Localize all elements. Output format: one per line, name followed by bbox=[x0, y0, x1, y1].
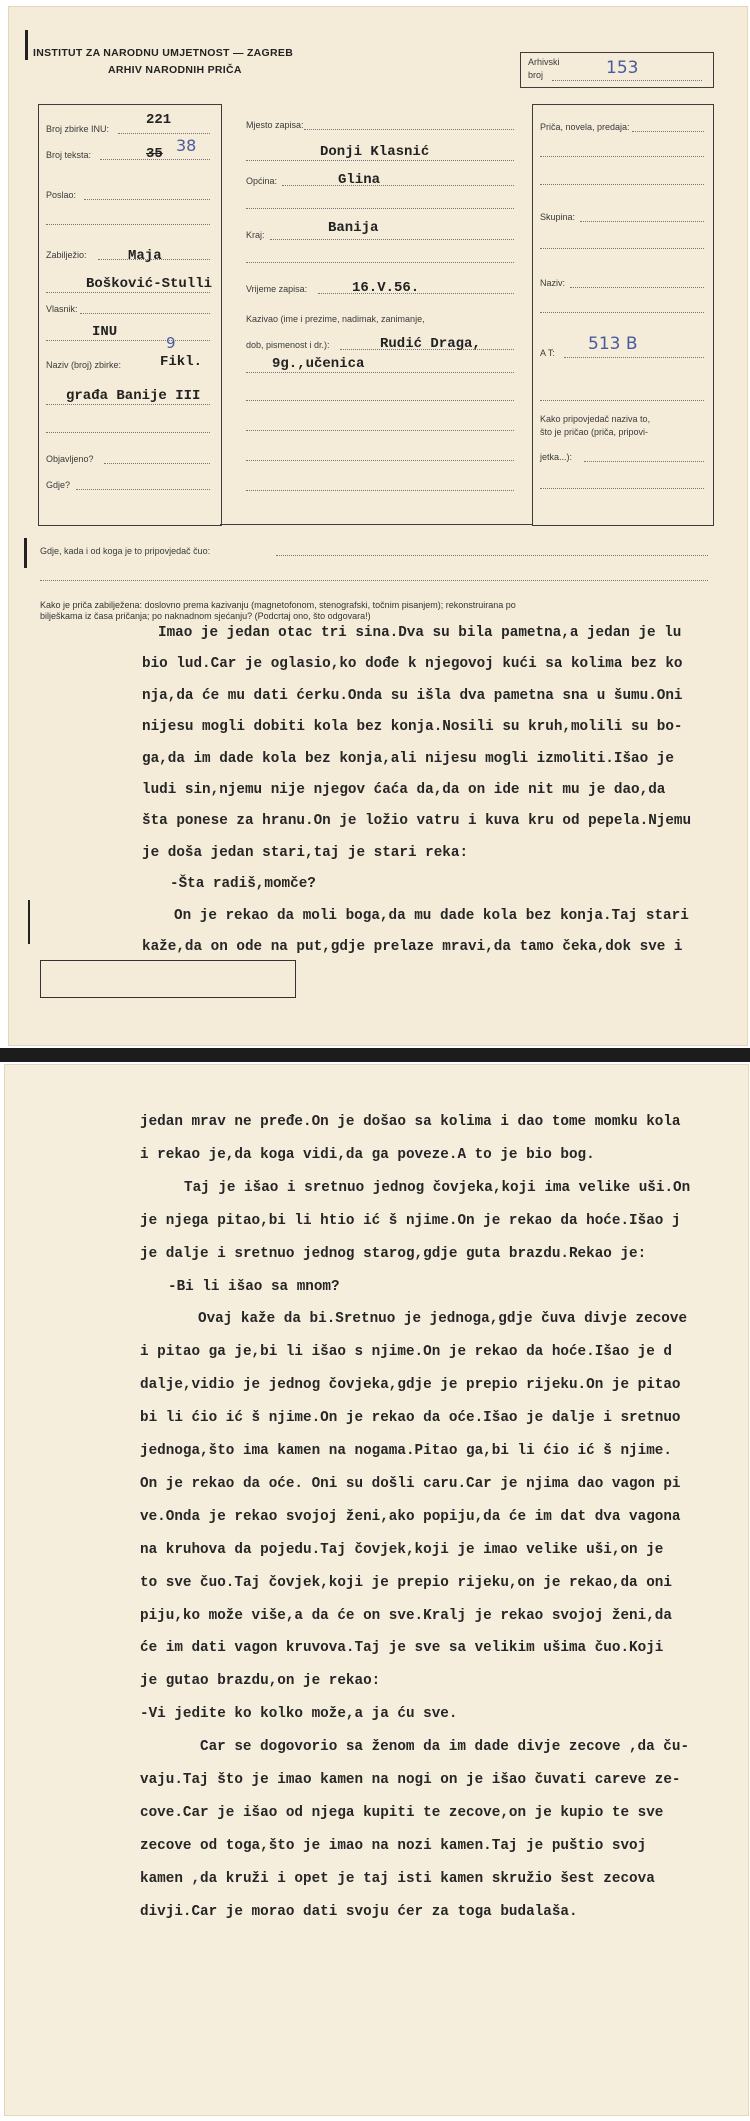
title-label: Naziv: bbox=[540, 278, 566, 288]
story-line: dalje,vidio je jednog čovjeka,gdje je prepio rijeku.On je pitao bbox=[140, 1377, 681, 1394]
sender-label: Poslao: bbox=[46, 190, 77, 200]
municipality-label: Općina: bbox=[246, 176, 278, 186]
story-line: On je rekao da oće. Oni su došli caru.Car je njima dao vagon pi bbox=[140, 1475, 681, 1492]
aarne-thompson-label: A T: bbox=[540, 348, 555, 358]
narrator-naming-label: Kako pripovjedač naziva to, bbox=[540, 414, 651, 424]
archive-title: ARHIV NARODNIH PRIČA bbox=[108, 64, 242, 76]
story-line: je doša jedan stari,taj je stari reka: bbox=[142, 844, 469, 861]
date-value: 16.V.56. bbox=[352, 280, 420, 296]
owner-value: INU bbox=[92, 324, 118, 340]
story-line: je njega pitao,bi li htio ić š njime.On je rekao da hoće.Išao j bbox=[140, 1212, 681, 1229]
story-line: -Šta radiš,momče? bbox=[170, 876, 316, 893]
field-line bbox=[632, 131, 704, 132]
field-line bbox=[76, 489, 210, 490]
archive-number: 153 bbox=[606, 58, 639, 78]
field-line bbox=[246, 460, 514, 461]
story-line: bi li ćio ić š njime.On je rekao da oće.Išao je dalje i sretnuo bbox=[140, 1410, 681, 1427]
field-line bbox=[584, 461, 704, 462]
aarne-thompson-value: 513 B bbox=[588, 334, 638, 354]
text-number-value: 35 bbox=[146, 146, 163, 162]
archive-number-line bbox=[552, 80, 702, 81]
story-line: to sve čuo.Taj čovjek,koji je prepio rijeku,on je rekao,da oni bbox=[140, 1574, 672, 1591]
field-line bbox=[540, 156, 704, 157]
story-line: na kruhova da pojedu.Taj čovjek,koji je imao velike uši,on je bbox=[140, 1541, 664, 1558]
field-line bbox=[540, 400, 704, 401]
group-label: Skupina: bbox=[540, 212, 576, 222]
story-line: ludi sin,njemu nije njegov ćaća da,da on ide nit mu je dao,da bbox=[142, 782, 666, 798]
story-line: nijesu mogli dobiti kola bez konja.Nosili su kruh,molili su bo- bbox=[142, 719, 683, 736]
story-line: Ovaj kaže da bi.Sretnuo je jednoga,gdje čuva divje zecove bbox=[198, 1311, 688, 1328]
story-line: jedan mrav ne pređe.On je došao sa kolima i dao tome momku kola bbox=[140, 1114, 681, 1130]
page-divider bbox=[0, 1048, 750, 1062]
story-line: kaže,da on ode na put,gdje prelaze mravi,da tamo čeka,dok sve i bbox=[142, 939, 683, 955]
text-number-label: Broj teksta: bbox=[46, 150, 92, 160]
field-line bbox=[570, 287, 704, 288]
collection-name-handwritten: 9 bbox=[166, 334, 176, 352]
collection-number-label: Broj zbirke INU: bbox=[46, 124, 110, 134]
story-line: šta ponese za hranu.On je ložio vatru i kuva kru od pepela.Njemu bbox=[142, 813, 692, 830]
field-line bbox=[246, 160, 514, 161]
margin-mark bbox=[24, 538, 27, 568]
story-line: bio lud.Car je oglasio,ko dođe k njegovoj kući sa kolima bez ko bbox=[142, 656, 683, 673]
field-line bbox=[246, 372, 514, 373]
field-line bbox=[564, 357, 704, 358]
field-line bbox=[304, 129, 514, 130]
published-label: Objavljeno? bbox=[46, 454, 94, 464]
field-line bbox=[540, 248, 704, 249]
story-line: piju,ko može više,a da će on sve.Kralj je rekao svojoj ženi,da bbox=[140, 1607, 672, 1624]
story-line: će im dati vagon kruvova.Taj je sve sa velikim ušima čuo.Koji bbox=[140, 1640, 664, 1657]
story-line: kamen ,da kruži i opet je taj isti kamen skružio šest zecova bbox=[140, 1870, 655, 1887]
region-value: Banija bbox=[328, 220, 379, 236]
story-line: vaju.Taj što je imao kamen na nogi on je išao čuvati careve ze- bbox=[140, 1772, 681, 1788]
story-line: je dalje i sretnuo jednog starog,gdje guta brazdu.Rekao je: bbox=[140, 1245, 647, 1262]
recording-method-note: Kako je priča zabilježena: doslovno prema kazivanju (magnetofonom, stenografski, točnim pisanjem); rekonstruirana po bbox=[40, 600, 516, 610]
field-line bbox=[246, 262, 514, 263]
collection-name-value-2: građa Banije III bbox=[66, 388, 201, 404]
region-label: Kraj: bbox=[246, 230, 265, 240]
story-line: ve.Onda je rekao svojoj ženi,ako popiju,da će im dat dva vagona bbox=[140, 1508, 681, 1525]
narrator-naming-label-3: jetka...): bbox=[540, 452, 573, 462]
story-line: -Vi jedite ko kolko može,a ja ću sve. bbox=[140, 1706, 458, 1723]
story-line: jednoga,što ima kamen na nogama.Pitao ga,bi li ćio ić š njime. bbox=[140, 1443, 672, 1459]
source-label: Gdje, kada i od koga je to pripovjedač čuo: bbox=[40, 546, 211, 556]
place-label: Mjesto zapisa: bbox=[246, 120, 304, 130]
recorded-by-label: Zabilježio: bbox=[46, 250, 87, 260]
field-line bbox=[46, 292, 210, 293]
story-line: Imao je jedan otac tri sina.Dva su bila pametna,a jedan je lu bbox=[158, 625, 682, 641]
field-line bbox=[580, 221, 704, 222]
field-line bbox=[80, 313, 210, 314]
story-line: ga,da im dade kola bez konja,ali nijesu mogli izmoliti.Išao je bbox=[142, 750, 674, 767]
archive-label: Arhivski bbox=[528, 57, 560, 67]
story-line: cove.Car je išao od njega kupiti te zecove,on je kupio te sve bbox=[140, 1804, 664, 1821]
story-line: i pitao ga je,bi li išao s njime.On je rekao da hoće.Išao je d bbox=[140, 1344, 672, 1361]
narrator-label-2: dob, pismenost i dr.): bbox=[246, 340, 330, 350]
field-line bbox=[246, 490, 514, 491]
field-line bbox=[246, 400, 514, 401]
municipality-value: Glina bbox=[338, 172, 381, 188]
margin-mark bbox=[28, 900, 30, 944]
collection-name-value: Fikl. bbox=[160, 354, 203, 370]
field-line bbox=[46, 340, 210, 341]
field-line bbox=[40, 580, 708, 581]
story-line: zecove od toga,što je imao na nozi kamen.Taj je puštio svoj bbox=[140, 1837, 647, 1854]
archive-label-broj: broj bbox=[528, 70, 544, 80]
date-label: Vrijeme zapisa: bbox=[246, 284, 308, 294]
field-line bbox=[246, 430, 514, 431]
field-line bbox=[282, 185, 514, 186]
center-bottom-line bbox=[220, 524, 532, 525]
collection-number-value: 221 bbox=[146, 112, 172, 128]
field-line bbox=[270, 239, 514, 240]
recorded-by-last: Bošković-Stulli bbox=[86, 276, 213, 292]
field-line bbox=[540, 312, 704, 313]
recorded-by-first: Maja bbox=[128, 248, 162, 264]
owner-label: Vlasnik: bbox=[46, 304, 78, 314]
field-line bbox=[46, 224, 210, 225]
story-type-label: Priča, novela, predaja: bbox=[540, 122, 630, 132]
narrator-label: Kazivao (ime i prezime, nadimak, zanimanje, bbox=[246, 314, 425, 324]
right-info-box bbox=[532, 104, 714, 526]
footer-box bbox=[40, 960, 296, 998]
institute-name: INSTITUT ZA NARODNU UMJETNOST — ZAGREB bbox=[33, 47, 294, 59]
narrator-naming-label-2: što je pričao (priča, pripovi- bbox=[540, 427, 649, 437]
story-line: i rekao je,da koga vidi,da ga poveze.A to je bio bog. bbox=[140, 1146, 595, 1163]
story-line: -Bi li išao sa mnom? bbox=[168, 1278, 340, 1295]
field-line bbox=[84, 199, 210, 200]
field-line bbox=[104, 463, 210, 464]
field-line bbox=[118, 133, 210, 134]
collection-name-label: Naziv (broj) zbirke: bbox=[46, 360, 122, 370]
field-line bbox=[46, 432, 210, 433]
story-line: divji.Car je morao dati svoju ćer za toga budalaša. bbox=[140, 1903, 578, 1920]
recording-method-note-2: bilješkama iz časa pričanja; po naknadnom sjećanju? (Podcrtaj ono, što odgovara!) bbox=[40, 611, 371, 621]
margin-mark bbox=[25, 30, 28, 60]
narrator-details: 9g.,učenica bbox=[272, 356, 365, 372]
field-line bbox=[540, 184, 704, 185]
field-line bbox=[46, 404, 210, 405]
story-line: Taj je išao i sretnuo jednog čovjeka,koji ima velike uši.On bbox=[184, 1179, 691, 1196]
field-line bbox=[276, 555, 708, 556]
story-line: je gutao brazdu,on je rekao: bbox=[140, 1673, 381, 1690]
narrator-name: Rudić Draga, bbox=[380, 336, 481, 352]
where-label: Gdje? bbox=[46, 480, 71, 490]
field-line bbox=[246, 208, 514, 209]
story-line: nja,da će mu dati ćerku.Onda su išla dva pametna sna u šumu.Oni bbox=[142, 687, 683, 704]
text-number-handwritten: 38 bbox=[176, 136, 197, 155]
place-value: Donji Klasnić bbox=[320, 144, 430, 160]
story-line: Car se dogovorio sa ženom da im dade divje zecove ,da ču- bbox=[200, 1739, 690, 1756]
field-line bbox=[540, 488, 704, 489]
story-line: On je rekao da moli boga,da mu dade kola bez konja.Taj stari bbox=[174, 907, 689, 924]
